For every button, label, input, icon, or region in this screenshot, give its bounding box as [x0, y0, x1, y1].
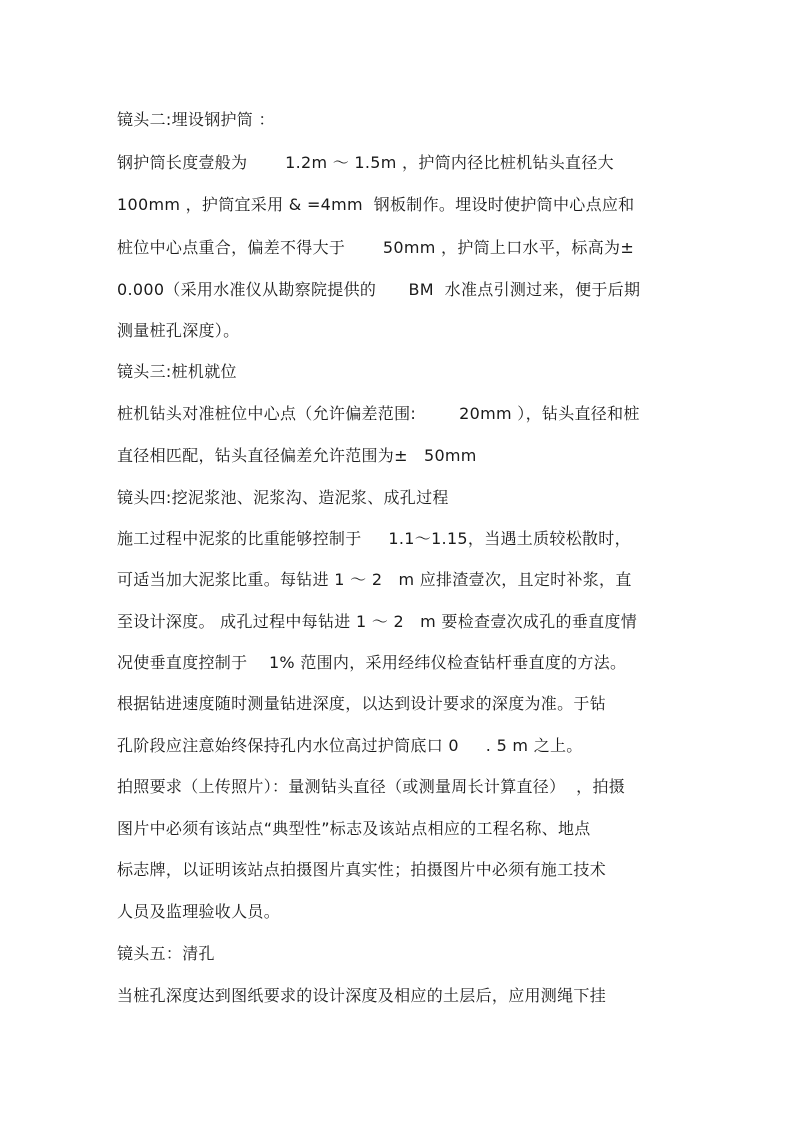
- text-line: 桩位中心点重合，偏差不得大于 50mm ，护筒上口水平，标高为±: [117, 238, 635, 257]
- heading-shot-2: 镜头二:埋设钢护筒 ：: [117, 110, 275, 129]
- text-line: 至设计深度。 成孔过程中每钻进 1 ～ 2 m 要检查壹次成孔的垂直度情: [117, 612, 638, 631]
- text-line: 当桩孔深度达到图纸要求的设计深度及相应的土层后，应用测绳下挂: [117, 986, 607, 1005]
- text-line: 测量桩孔深度）。: [117, 321, 240, 340]
- text-line: 可适当加大泥浆比重。每钻进 1 ～ 2 m 应排渣壹次，且定时补浆，直: [117, 570, 632, 589]
- text-line: 100mm ，护筒宜采用 & =4mm 钢板制作。埋设时使护筒中心点应和: [117, 195, 635, 214]
- text-line: 直径相匹配，钻头直径偏差允许范围为± 50mm: [117, 446, 477, 465]
- text-line: 标志牌，以证明该站点拍摄图片真实性；拍摄图片中必须有施工技术: [117, 860, 607, 879]
- heading-shot-4: 镜头四:挖泥浆池、泥浆沟、造泥浆、成孔过程: [117, 488, 449, 507]
- text-line: 况使垂直度控制于 1% 范围内，采用经纬仪检查钻杆垂直度的方法。: [117, 653, 627, 672]
- heading-shot-3: 镜头三:桩机就位: [117, 362, 237, 381]
- text-line: 拍照要求（上传照片）：量测钻头直径（或测量周长计算直径） ，拍摄: [117, 777, 626, 796]
- text-line: 施工过程中泥浆的比重能够控制于 1.1～1.15，当遇土质较松散时，: [117, 529, 631, 548]
- text-line: 人员及监理验收人员。: [117, 902, 281, 921]
- text-line: 钢护筒长度壹般为 1.2m ～ 1.5m ，护筒内径比桩机钻头直径大: [117, 153, 614, 172]
- text-line: 0.000（采用水准仪从勘察院提供的 BM 水准点引测过来，便于后期: [117, 280, 641, 299]
- text-line: 根据钻进速度随时测量钻进深度，以达到设计要求的深度为准。于钻: [117, 694, 607, 713]
- text-line: 孔阶段应注意始终保持孔内水位高过护筒底口 0 . 5 m 之上。: [117, 736, 583, 755]
- text-line: 图片中必须有该站点“典型性”标志及该站点相应的工程名称、地点: [117, 819, 591, 838]
- text-line: 桩机钻头对准桩位中心点（允许偏差范围: 20mm ），钻头直径和桩: [117, 404, 640, 423]
- heading-shot-5: 镜头五：清孔: [117, 944, 215, 963]
